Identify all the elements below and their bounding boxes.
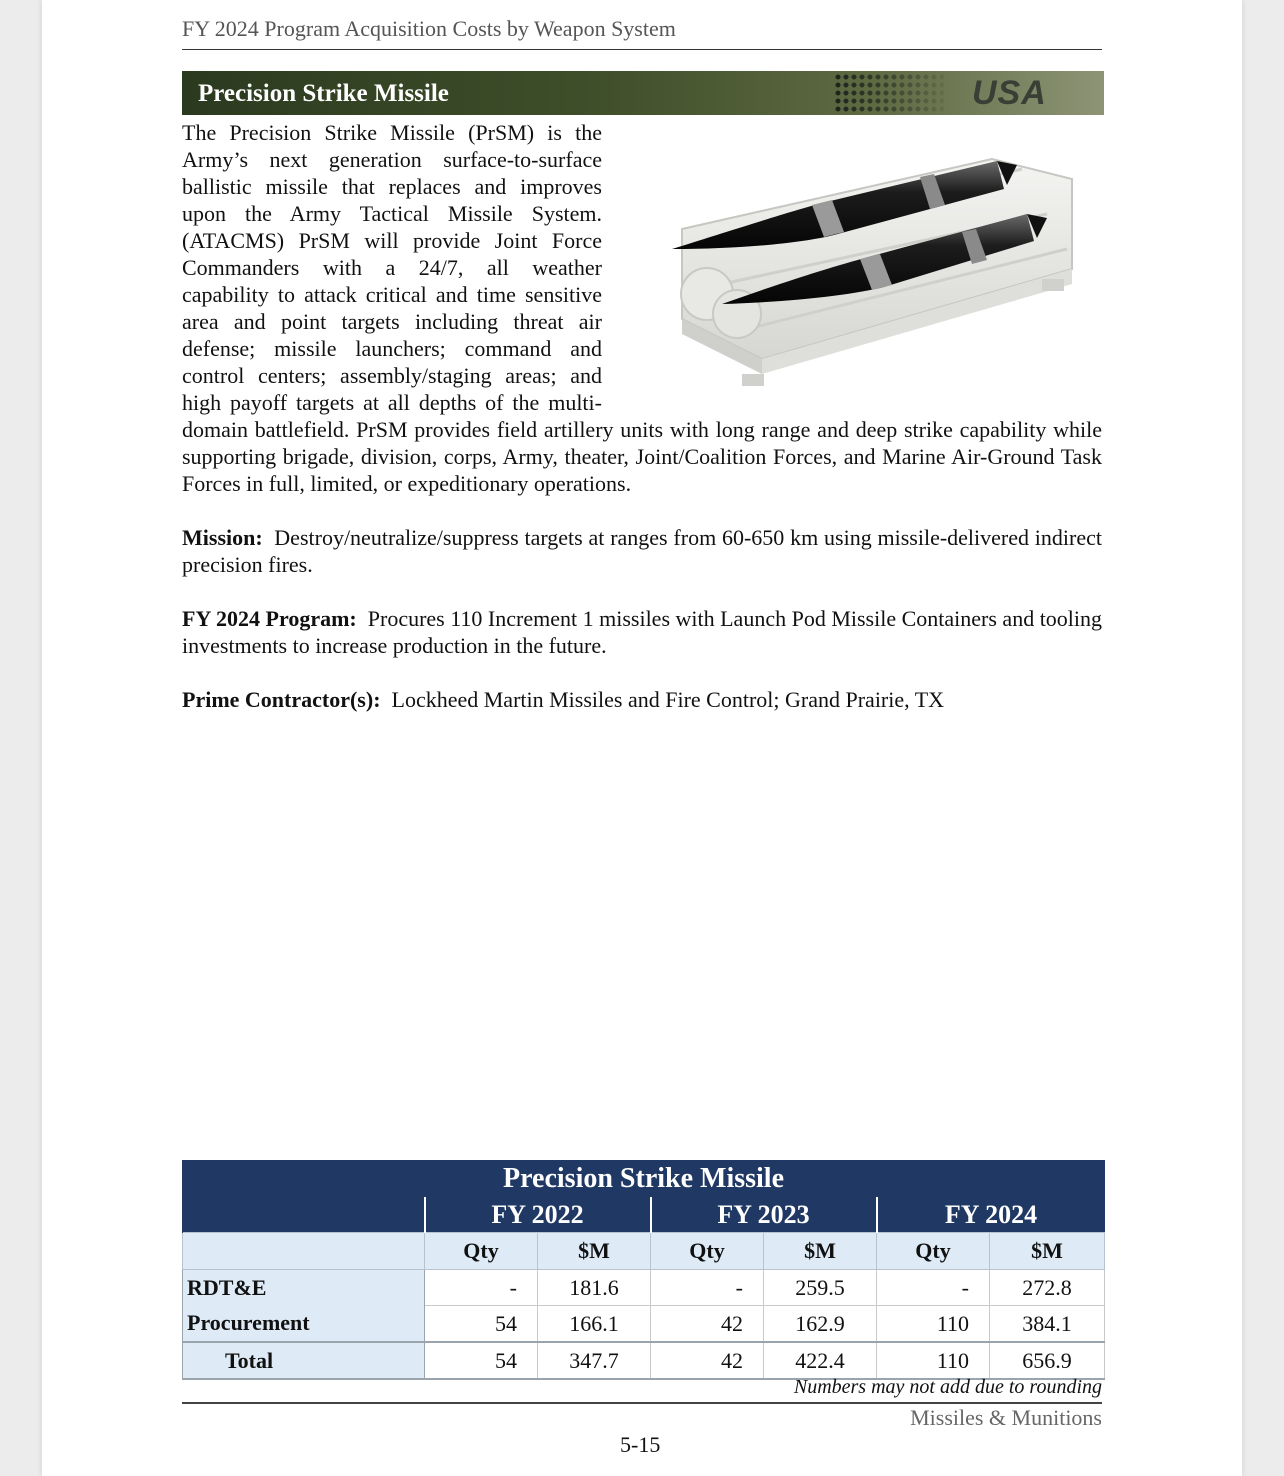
program-title: Precision Strike Missile <box>198 80 449 107</box>
table-cell: 181.6 <box>538 1270 651 1306</box>
table-total-row <box>183 1342 1105 1379</box>
program-description <box>182 119 1102 497</box>
table-cell: 110 <box>877 1306 990 1343</box>
row-label: RDT&E <box>183 1270 425 1306</box>
contractor-paragraph <box>182 686 1102 713</box>
table-cell: 162.9 <box>764 1306 877 1343</box>
table-cell: 347.7 <box>538 1342 651 1379</box>
table-year-row <box>183 1198 1105 1233</box>
column-header-blank <box>183 1233 425 1270</box>
program-text: Procures 110 Increment 1 missiles with Launch Pod Missile Containers and tooling investments to increase production in the future. <box>182 606 1103 658</box>
column-header-sm: $M <box>990 1233 1105 1270</box>
column-header-sm: $M <box>764 1233 877 1270</box>
description-text: The Precision Strike Missile (PrSM) is the Army’s next generation surface-to-surface ballistic missile that replaces and improves upon the Army Tactical Missile System. (ATACMS) PrSM will provide Joint Force Commanders with a 24/7, all weather capability to attack critical and time sensitive area and point targets including threat air defense; missile launchers; command and control centers; assembly/staging areas; and high payoff targets at all depths of the multi-domain battlefield. PrSM provides field artillery units with long range and deep strike capability while supporting brigade, division, corps, Army, theater, Joint/Coalition Forces, and Marine Air-Ground Task Forces in full, limited, or expeditionary operations. <box>182 120 1102 496</box>
contractor-label: Prime Contractor(s): <box>182 687 381 712</box>
program-label: FY 2024 Program: <box>182 606 357 631</box>
missile-launch-pod-image <box>662 119 1102 404</box>
table-cell: 384.1 <box>990 1306 1105 1343</box>
table-cell: 272.8 <box>990 1270 1105 1306</box>
column-header-qty: Qty <box>877 1233 990 1270</box>
row-label: Total <box>183 1342 425 1379</box>
contractor-text: Lockheed Martin Missiles and Fire Control; Grand Prairie, TX <box>391 687 945 712</box>
program-title-banner <box>182 71 1104 115</box>
table-cell: 54 <box>425 1342 538 1379</box>
year-header: FY 2022 <box>425 1198 651 1233</box>
column-header-qty: Qty <box>651 1233 764 1270</box>
table-row <box>183 1270 1105 1306</box>
footer-rule <box>182 1402 1102 1404</box>
dot-pattern-decoration <box>834 73 944 113</box>
cost-table <box>182 1160 1105 1380</box>
rounding-note: Numbers may not add due to rounding <box>793 1376 1102 1398</box>
year-header: FY 2024 <box>877 1198 1105 1233</box>
document-page <box>42 0 1242 1476</box>
column-header-qty: Qty <box>425 1233 538 1270</box>
footer-section-title: Missiles & Munitions <box>910 1405 1102 1430</box>
table-cell: 110 <box>877 1342 990 1379</box>
program-paragraph <box>182 605 1102 659</box>
table-row <box>183 1306 1105 1343</box>
table-cell: - <box>651 1270 764 1306</box>
mission-label: Mission: <box>182 525 263 550</box>
mission-text: Destroy/neutralize/suppress targets at ranges from 60-650 km using missile-delivered indirect precision fires. <box>182 525 1102 577</box>
running-header: FY 2024 Program Acquisition Costs by Weapon System <box>182 16 676 41</box>
row-label: Procurement <box>183 1306 425 1343</box>
table-cell: 54 <box>425 1306 538 1343</box>
table-cell: 166.1 <box>538 1306 651 1343</box>
table-corner <box>183 1198 425 1233</box>
service-logo: USA <box>972 74 1047 112</box>
table-title: Precision Strike Missile <box>183 1161 1105 1198</box>
year-header: FY 2023 <box>651 1198 877 1233</box>
page-number: 5-15 <box>620 1432 661 1457</box>
table-cell: - <box>877 1270 990 1306</box>
table-cell: 42 <box>651 1342 764 1379</box>
table-cell: 42 <box>651 1306 764 1343</box>
table-cell: - <box>425 1270 538 1306</box>
table-cell: 259.5 <box>764 1270 877 1306</box>
table-cell: 656.9 <box>990 1342 1105 1379</box>
column-header-sm: $M <box>538 1233 651 1270</box>
mission-paragraph <box>182 524 1102 578</box>
header-rule <box>182 49 1102 50</box>
table-column-header-row <box>183 1233 1105 1270</box>
table-cell: 422.4 <box>764 1342 877 1379</box>
table-title-row <box>183 1161 1105 1198</box>
